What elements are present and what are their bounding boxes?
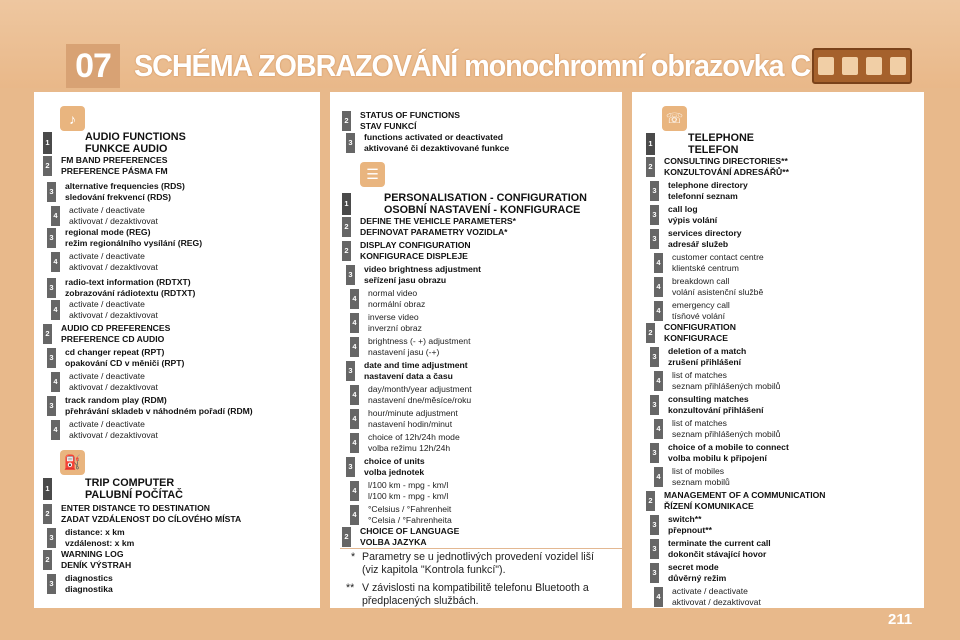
level-marker-4: 4 xyxy=(51,206,60,226)
menu-item-label-translation: ZADAT VZDÁLENOST DO CÍLOVÉHO MÍSTA xyxy=(61,514,242,524)
level-marker-3: 3 xyxy=(47,574,56,594)
level-marker-4: 4 xyxy=(654,419,663,439)
level-marker-4: 4 xyxy=(350,409,359,429)
menu-item-label-translation: opakování CD v měniči (RPT) xyxy=(65,358,185,368)
menu-item-label: choice of a mobile to connect xyxy=(668,442,789,452)
menu-item-label: radio-text information (RDTXT) xyxy=(65,277,191,287)
menu-item-level-2 xyxy=(360,110,460,132)
menu-item-label-translation: klientské centrum xyxy=(672,263,739,273)
menu-item-label: track random play (RDM) xyxy=(65,395,167,405)
level-marker-3: 3 xyxy=(47,528,56,548)
menu-item-level-4 xyxy=(368,432,460,454)
menu-item-label-translation: aktivovat / dezaktivovat xyxy=(69,382,158,392)
menu-item-label: FM BAND PREFERENCES xyxy=(61,155,168,165)
menu-item-label-translation: KONZULTOVÁNÍ ADRESÁŘŮ** xyxy=(664,167,789,177)
level-marker-1: 1 xyxy=(43,478,52,500)
menu-item-label-translation: DENÍK VÝSTRAH xyxy=(61,560,132,570)
level-marker-2: 2 xyxy=(646,323,655,343)
menu-item-level-4 xyxy=(368,480,448,502)
menu-item-level-1 xyxy=(688,132,754,156)
menu-item-label: diagnostics xyxy=(65,573,113,583)
level-marker-4: 4 xyxy=(350,481,359,501)
level-marker-4: 4 xyxy=(654,301,663,321)
menu-item-level-3 xyxy=(668,562,726,584)
menu-item-label: telephone directory xyxy=(668,180,748,190)
menu-item-level-4 xyxy=(69,251,158,273)
menu-item-label-translation: seznam přihlášených mobilů xyxy=(672,381,781,391)
level-marker-4: 4 xyxy=(350,289,359,309)
menu-item-level-3 xyxy=(364,264,481,286)
menu-item-label-translation: adresář služeb xyxy=(668,239,729,249)
menu-item-label: alternative frequencies (RDS) xyxy=(65,181,185,191)
level-marker-3: 3 xyxy=(47,278,56,298)
menu-item-label: switch** xyxy=(668,514,702,524)
menu-item-level-4 xyxy=(69,205,158,227)
menu-item-label-translation: DEFINOVAT PARAMETRY VOZIDLA* xyxy=(360,227,508,237)
footnote-1-line-1: Parametry se u jednotlivých provedení vozidel liší xyxy=(362,551,594,563)
menu-item-label-translation: přepnout** xyxy=(668,525,712,535)
menu-item-label-translation: konzultování přihlášení xyxy=(668,405,764,415)
menu-item-level-2 xyxy=(360,240,471,262)
menu-item-label: regional mode (REG) xyxy=(65,227,151,237)
menu-item-level-3 xyxy=(65,181,185,203)
menu-item-label: day/month/year adjustment xyxy=(368,384,472,394)
menu-item-label-translation: nastavení jasu (-+) xyxy=(368,347,440,357)
menu-item-label-translation: aktivovat / dezaktivovat xyxy=(672,597,761,607)
menu-item-level-4 xyxy=(368,504,452,526)
menu-item-label: breakdown call xyxy=(672,276,730,286)
menu-item-level-3 xyxy=(364,456,425,478)
menu-item-label: STATUS OF FUNCTIONS xyxy=(360,110,460,120)
menu-item-level-3 xyxy=(668,346,746,368)
menu-item-label: activate / deactivate xyxy=(69,299,145,309)
menu-item-label-translation: přehrávání skladeb v náhodném pořadí (RDM) xyxy=(65,406,253,416)
menu-item-label: secret mode xyxy=(668,562,719,572)
menu-item-level-3 xyxy=(65,527,134,549)
menu-item-level-1 xyxy=(85,477,183,501)
menu-item-level-2 xyxy=(61,323,170,345)
level-marker-3: 3 xyxy=(346,265,355,285)
menu-item-label-translation: PREFERENCE PÁSMA FM xyxy=(61,166,168,176)
menu-item-level-3 xyxy=(668,442,789,464)
menu-item-label-translation: TELEFON xyxy=(688,144,739,156)
menu-item-level-4 xyxy=(672,252,764,274)
level-marker-2: 2 xyxy=(646,491,655,511)
menu-item-label-translation: °Celsia / °Fahrenheita xyxy=(368,515,452,525)
phone-icon: ☏ xyxy=(662,106,687,131)
menu-item-label-translation: PREFERENCE CD AUDIO xyxy=(61,334,165,344)
menu-item-level-3 xyxy=(668,394,764,416)
menu-item-label: activate / deactivate xyxy=(672,586,748,596)
level-marker-3: 3 xyxy=(650,347,659,367)
menu-item-label: activate / deactivate xyxy=(69,251,145,261)
menu-item-level-2 xyxy=(664,322,736,344)
menu-item-label: date and time adjustment xyxy=(364,360,468,370)
fuel-pump-icon: ⛽ xyxy=(60,450,85,475)
menu-item-level-4 xyxy=(672,276,763,298)
menu-item-level-1 xyxy=(384,192,587,216)
menu-item-level-3 xyxy=(668,204,717,226)
footnote-1-mark: * xyxy=(351,551,356,563)
menu-item-level-3 xyxy=(668,538,771,560)
menu-item-label: WARNING LOG xyxy=(61,549,124,559)
menu-item-label-translation: volání asistenční službě xyxy=(672,287,764,297)
menu-item-label-translation: aktivovat / dezaktivovat xyxy=(69,216,158,226)
menu-item-level-4 xyxy=(69,419,158,441)
level-marker-3: 3 xyxy=(650,563,659,583)
menu-item-label-translation: volba režimu 12h/24h xyxy=(368,443,451,453)
level-marker-3: 3 xyxy=(47,228,56,248)
car-icon xyxy=(818,57,834,75)
menu-item-label-translation: dokončit stávající hovor xyxy=(668,549,767,559)
menu-item-label: CONFIGURATION xyxy=(664,322,736,332)
menu-item-label: AUDIO FUNCTIONS xyxy=(85,131,186,143)
menu-item-level-4 xyxy=(672,370,780,392)
menu-item-level-4 xyxy=(368,288,425,310)
page-title: SCHÉMA ZOBRAZOVÁNÍ monochromní obrazovka C xyxy=(134,48,811,83)
menu-item-level-4 xyxy=(368,408,458,430)
menu-item-label: activate / deactivate xyxy=(69,419,145,429)
menu-item-level-4 xyxy=(368,384,472,406)
menu-item-label: distance: x km xyxy=(65,527,125,537)
menu-item-label: terminate the current call xyxy=(668,538,771,548)
menu-item-label-translation: důvěrný režim xyxy=(668,573,727,583)
level-marker-2: 2 xyxy=(43,550,52,570)
phone-icon xyxy=(890,57,906,75)
menu-item-label: AUDIO CD PREFERENCES xyxy=(61,323,171,333)
menu-item-label: brightness (- +) adjustment xyxy=(368,336,471,346)
menu-item-label: list of matches xyxy=(672,370,727,380)
level-marker-3: 3 xyxy=(47,396,56,416)
menu-item-level-2 xyxy=(360,526,459,548)
menu-item-label: activate / deactivate xyxy=(69,205,145,215)
chapter-icons-strip xyxy=(812,48,912,84)
menu-item-level-3 xyxy=(65,227,202,249)
menu-item-label-translation: seřízení jasu obrazu xyxy=(364,275,447,285)
menu-item-level-1 xyxy=(85,131,186,155)
menu-item-label-translation: zrušení přihlášení xyxy=(668,357,742,367)
level-marker-2: 2 xyxy=(342,241,351,261)
menu-item-label: list of mobiles xyxy=(672,466,725,476)
menu-item-label: consulting matches xyxy=(668,394,749,404)
menu-item-level-3 xyxy=(668,514,712,536)
menu-item-label-translation: ŘÍZENÍ KOMUNIKACE xyxy=(664,501,754,511)
level-marker-4: 4 xyxy=(350,385,359,405)
menu-item-label-translation: STAV FUNKCÍ xyxy=(360,121,417,131)
level-marker-4: 4 xyxy=(350,337,359,357)
menu-item-level-4 xyxy=(69,299,158,321)
menu-item-label-translation: aktivovat / dezaktivovat xyxy=(69,310,158,320)
menu-item-label: deletion of a match xyxy=(668,346,747,356)
menu-item-label: video brightness adjustment xyxy=(364,264,481,274)
menu-item-label: hour/minute adjustment xyxy=(368,408,458,418)
level-marker-1: 1 xyxy=(43,132,52,154)
menu-item-label-translation: seznam přihlášených mobilů xyxy=(672,429,781,439)
menu-item-label-translation: l/100 km - mpg - km/l xyxy=(368,491,449,501)
level-marker-3: 3 xyxy=(650,229,659,249)
level-marker-2: 2 xyxy=(43,324,52,344)
menu-item-label-translation: OSOBNÍ NASTAVENÍ - KONFIGURACE xyxy=(384,204,581,216)
menu-item-label: cd changer repeat (RPT) xyxy=(65,347,165,357)
gauge-icon xyxy=(866,57,882,75)
menu-item-level-4 xyxy=(368,336,470,358)
menu-item-label-translation: volba jednotek xyxy=(364,467,425,477)
menu-item-label: normal video xyxy=(368,288,418,298)
menu-item-level-3 xyxy=(668,180,748,202)
level-marker-3: 3 xyxy=(346,133,355,153)
level-marker-4: 4 xyxy=(654,277,663,297)
menu-item-level-3 xyxy=(65,395,253,417)
menu-item-label-translation: sledování frekvencí (RDS) xyxy=(65,192,172,202)
menu-item-label-translation: vzdálenost: x km xyxy=(65,538,135,548)
level-marker-3: 3 xyxy=(650,395,659,415)
level-marker-3: 3 xyxy=(47,182,56,202)
level-marker-3: 3 xyxy=(650,205,659,225)
level-marker-2: 2 xyxy=(43,504,52,524)
level-marker-4: 4 xyxy=(51,300,60,320)
menu-item-label: services directory xyxy=(668,228,742,238)
menu-item-label: TELEPHONE xyxy=(688,132,754,144)
level-marker-2: 2 xyxy=(646,157,655,177)
menu-item-label: MANAGEMENT OF A COMMUNICATION xyxy=(664,490,826,500)
level-marker-3: 3 xyxy=(346,361,355,381)
notes-divider xyxy=(340,548,624,549)
level-marker-4: 4 xyxy=(654,371,663,391)
menu-item-label-translation: aktivované či dezaktivované funkce xyxy=(364,143,510,153)
menu-item-label-translation: aktivovat / dezaktivovat xyxy=(69,430,158,440)
menu-item-label-translation: inverzní obraz xyxy=(368,323,422,333)
menu-item-label-translation: seznam mobilů xyxy=(672,477,730,487)
menu-item-label: emergency call xyxy=(672,300,730,310)
level-marker-3: 3 xyxy=(650,515,659,535)
chapter-number: 07 xyxy=(66,44,120,88)
menu-item-level-3 xyxy=(364,132,509,154)
footnote-2-line-2: předplacených službách. xyxy=(362,595,479,607)
menu-item-label-translation: zobrazování rádiotextu (RDTXT) xyxy=(65,288,196,298)
settings-sliders-icon: ☰ xyxy=(360,162,385,187)
level-marker-2: 2 xyxy=(342,111,351,131)
menu-item-label: l/100 km - mpg - km/l xyxy=(368,480,449,490)
menu-item-label-translation: KONFIGURACE xyxy=(664,333,728,343)
menu-item-level-3 xyxy=(65,277,195,299)
menu-item-label: inverse video xyxy=(368,312,419,322)
menu-item-label: TRIP COMPUTER xyxy=(85,477,175,489)
menu-item-label: CHOICE OF LANGUAGE xyxy=(360,526,460,536)
menu-item-label-translation: VOLBA JAZYKA xyxy=(360,537,427,547)
menu-item-label-translation: nastavení dne/měsíce/roku xyxy=(368,395,472,405)
level-marker-1: 1 xyxy=(342,193,351,215)
menu-item-label-translation: tísňové volání xyxy=(672,311,726,321)
menu-item-level-4 xyxy=(672,418,780,440)
menu-item-level-4 xyxy=(672,586,761,608)
menu-item-level-2 xyxy=(664,156,789,178)
footnote-2-line-1: V závislosti na kompatibilitě telefonu Bluetooth a xyxy=(362,582,589,594)
menu-item-level-2 xyxy=(61,503,241,525)
menu-item-label-translation: normální obraz xyxy=(368,299,426,309)
warning-icon xyxy=(842,57,858,75)
menu-item-label: DEFINE THE VEHICLE PARAMETERS* xyxy=(360,216,516,226)
menu-item-label-translation: režim regionálního vysílání (REG) xyxy=(65,238,203,248)
music-note-icon: ♪ xyxy=(60,106,85,131)
menu-item-label-translation: telefonní seznam xyxy=(668,191,738,201)
menu-item-level-3 xyxy=(668,228,742,250)
page-number: 211 xyxy=(888,611,913,628)
menu-item-label-translation: volba mobilu k připojení xyxy=(668,453,767,463)
menu-item-level-2 xyxy=(61,549,131,571)
menu-item-label-translation: aktivovat / dezaktivovat xyxy=(69,262,158,272)
menu-item-label-translation: diagnostika xyxy=(65,584,113,594)
level-marker-4: 4 xyxy=(51,420,60,440)
level-marker-4: 4 xyxy=(654,587,663,607)
menu-item-label: °Celsius / °Fahrenheit xyxy=(368,504,452,514)
menu-item-level-2 xyxy=(664,490,826,512)
level-marker-1: 1 xyxy=(646,133,655,155)
footnote-1-line-2: (viz kapitola "Kontrola funkcí"). xyxy=(362,564,506,576)
menu-item-label: PERSONALISATION - CONFIGURATION xyxy=(384,192,587,204)
menu-item-label-translation: výpis volání xyxy=(668,215,718,225)
menu-item-label: DISPLAY CONFIGURATION xyxy=(360,240,471,250)
menu-item-level-4 xyxy=(672,300,730,322)
menu-item-label: list of matches xyxy=(672,418,727,428)
menu-item-level-4 xyxy=(69,371,158,393)
level-marker-4: 4 xyxy=(350,433,359,453)
menu-item-label-translation: FUNKCE AUDIO xyxy=(85,143,168,155)
level-marker-4: 4 xyxy=(654,467,663,487)
menu-item-level-3 xyxy=(364,360,468,382)
menu-item-level-4 xyxy=(368,312,422,334)
menu-item-label: ENTER DISTANCE TO DESTINATION xyxy=(61,503,210,513)
level-marker-3: 3 xyxy=(47,348,56,368)
menu-item-label-translation: PALUBNÍ POČÍTAČ xyxy=(85,489,183,501)
level-marker-4: 4 xyxy=(51,252,60,272)
menu-item-level-3 xyxy=(65,573,113,595)
menu-item-level-2 xyxy=(360,216,516,238)
level-marker-4: 4 xyxy=(350,313,359,333)
level-marker-4: 4 xyxy=(654,253,663,273)
level-marker-2: 2 xyxy=(342,527,351,547)
level-marker-3: 3 xyxy=(346,457,355,477)
level-marker-4: 4 xyxy=(350,505,359,525)
menu-item-label-translation: nastavení hodin/minut xyxy=(368,419,453,429)
footnote-2-mark: ** xyxy=(346,582,355,594)
menu-item-label: functions activated or deactivated xyxy=(364,132,503,142)
menu-item-level-3 xyxy=(65,347,184,369)
menu-item-label: call log xyxy=(668,204,698,214)
menu-item-level-4 xyxy=(672,466,730,488)
menu-item-label: choice of units xyxy=(364,456,425,466)
level-marker-3: 3 xyxy=(650,181,659,201)
level-marker-3: 3 xyxy=(650,443,659,463)
level-marker-2: 2 xyxy=(43,156,52,176)
menu-item-label: choice of 12h/24h mode xyxy=(368,432,460,442)
level-marker-3: 3 xyxy=(650,539,659,559)
menu-item-label: customer contact centre xyxy=(672,252,764,262)
menu-item-label-translation: KONFIGURACE DISPLEJE xyxy=(360,251,468,261)
menu-item-label: CONSULTING DIRECTORIES** xyxy=(664,156,788,166)
level-marker-2: 2 xyxy=(342,217,351,237)
level-marker-4: 4 xyxy=(51,372,60,392)
menu-item-label-translation: nastavení data a času xyxy=(364,371,453,381)
menu-item-label: activate / deactivate xyxy=(69,371,145,381)
menu-item-level-2 xyxy=(61,155,168,177)
